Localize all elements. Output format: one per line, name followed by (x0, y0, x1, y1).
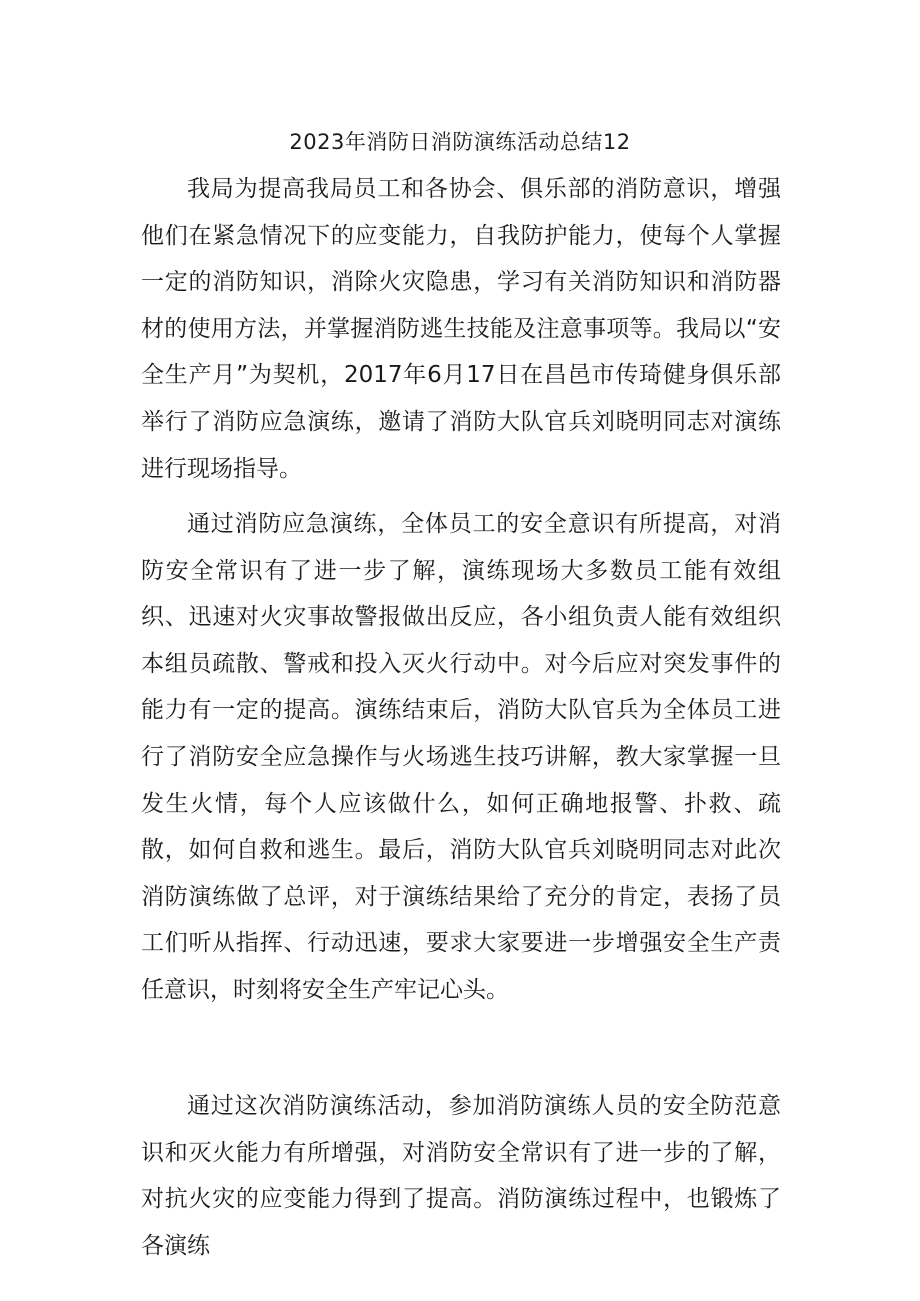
paragraph-conclusion: 通过这次消防演练活动，参加消防演练人员的安全防范意识和灭火能力有所增强，对消防安全常识有了进一步的了解，对抗火灾的应变能力得到了提高。消防演练过程中，也锻炼了各演练 (141, 1093, 781, 1259)
paragraph-intro: 我局为提高我局员工和各协会、俱乐部的消防意识，增强他们在紧急情况下的应变能力，自我防护能力，使每个人掌握一定的消防知识，消除火灾隐患，学习有关消防知识和消防器材的使用方法，并掌握消防逃生技能及注意事项等。我局以“安全生产月”为契机，2017年6月17日在昌邑市传琦健身俱乐部举行了消防应急演练，邀请了消防大队官兵刘晓明同志对演练进行现场指导。 (141, 176, 781, 482)
document-title: 2023年消防日消防演练活动总结12 (289, 130, 631, 154)
paragraph-results: 通过消防应急演练，全体员工的安全意识有所提高，对消防安全常识有了进一步了解，演练现场大多数员工能有效组织、迅速对火灾事故警报做出反应，各小组负责人能有效组织本组员疏散、警戒和投入灭火行动中。对今后应对突发事件的能力有一定的提高。演练结束后，消防大队官兵为全体员工进行了消防安全应急操作与火场逃生技巧讲解，教大家掌握一旦发生火情，每个人应该做什么，如何正确地报警、扑救、疏散，如何自救和逃生。最后，消防大队官兵刘晓明同志对此次消防演练做了总评，对于演练结果给了充分的肯定，表扬了员工们听从指挥、行动迅速，要求大家要进一步增强安全生产责任意识，时刻将安全生产牢记心头。 (141, 511, 781, 1003)
